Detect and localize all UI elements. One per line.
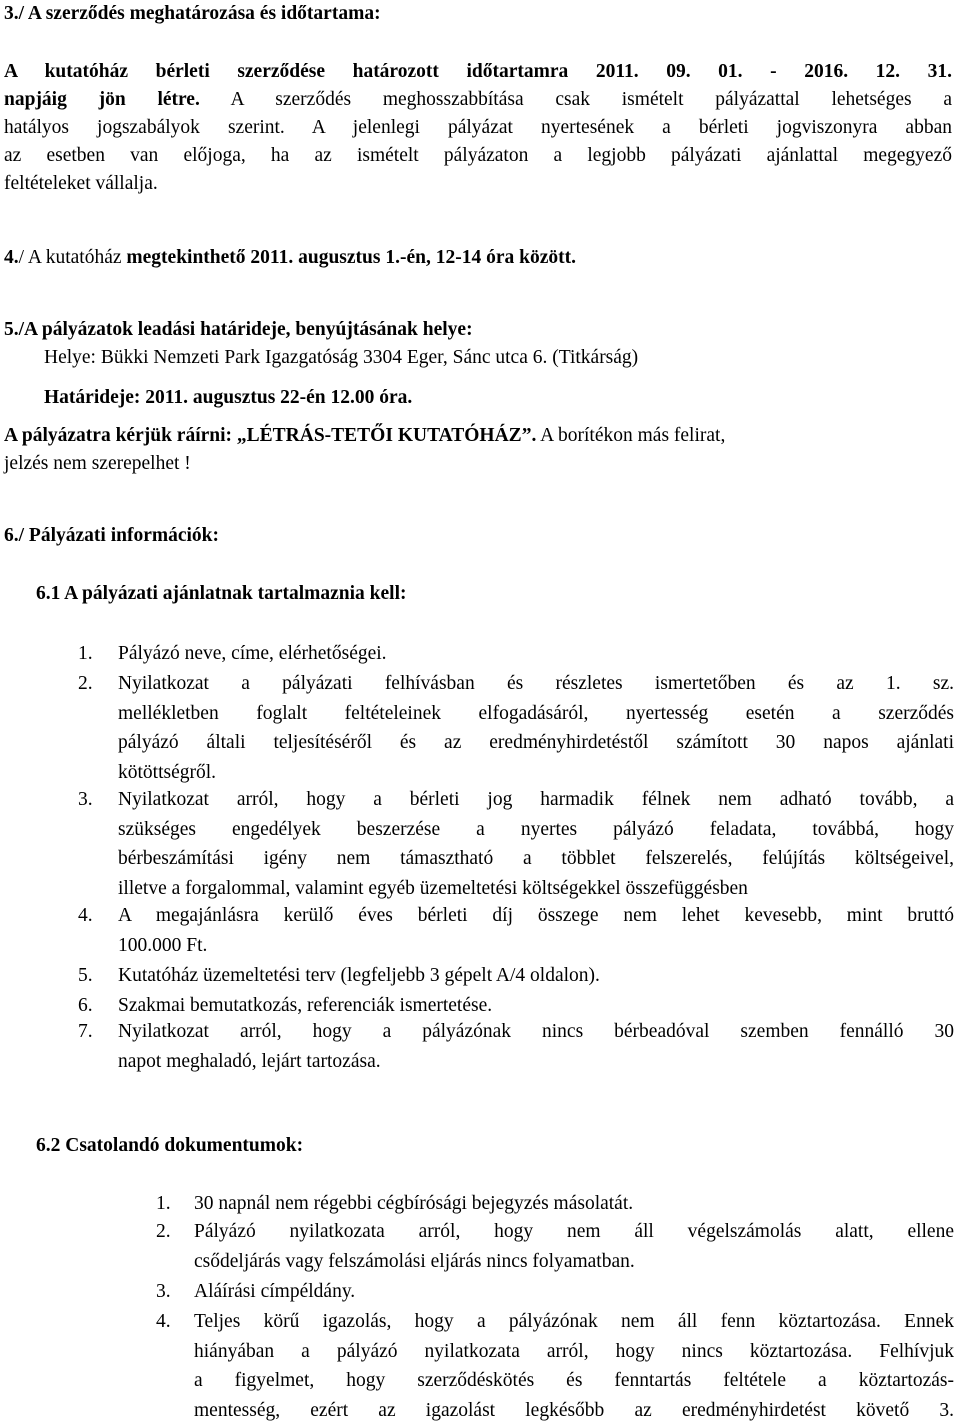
required-contents-item-text: napot meghaladó, lejárt tartozása.	[118, 1050, 381, 1072]
section-5-heading: 5./A pályázatok leadási határideje, benyújtásának helye:	[4, 319, 473, 340]
submission-place: Helye: Bükki Nemzeti Park Igazgatóság 3304 Eger, Sánc utca 6. (Titkárság)	[44, 347, 639, 368]
attachments-item-text: Teljes körű igazolás, hogy a pályázónak nem áll fenn köztartozása. Ennek	[194, 1311, 954, 1332]
submission-deadline: Határideje: 2011. augusztus 22-én 12.00 óra.	[44, 387, 413, 408]
required-contents-item-number: 2.	[78, 673, 93, 694]
s3-paragraph-line-4: az esetben van előjoga, ha az ismételt pályázaton a legjobb pályázati ajánlattal megegyező	[4, 145, 952, 166]
attachments-item-text: Pályázó nyilatkozata arról, hogy nem áll végelszámolás alatt, ellene	[194, 1221, 954, 1242]
required-contents-item-text: illetve a forgalommal, valamint egyéb üzemeltetési költségekkel összefüggésben	[118, 877, 748, 899]
required-contents-item-text: Szakmai bemutatkozás, referenciák ismertetése.	[118, 995, 493, 1016]
required-contents-item-text: 100.000 Ft.	[118, 934, 208, 956]
required-contents-item-text: pályázó általi teljesítéséről és az eredményhirdetéstől számított 30 napos ajánlati	[118, 732, 954, 753]
attachments-item-text: a figyelmet, hogy szerződéskötés és fenntartás feltétele a köztartozás-	[194, 1370, 954, 1391]
required-contents-item-text: Pályázó neve, címe, elérhetőségei.	[118, 643, 387, 664]
required-contents-item-number: 3.	[78, 789, 93, 810]
required-contents-item-number: 7.	[78, 1021, 93, 1042]
required-contents-item-text: kötöttségről.	[118, 761, 217, 783]
section-6-1-heading: 6.1 A pályázati ajánlatnak tartalmaznia kell:	[36, 583, 407, 604]
required-contents-item-text: Nyilatkozat arról, hogy a bérleti jog harmadik félnek nem adható tovább, a	[118, 789, 954, 810]
s3-paragraph-line-2: napjáig jön létre. A szerződés meghosszabbítása csak ismételt pályázattal lehetséges a	[4, 89, 952, 110]
required-contents-item-number: 6.	[78, 995, 93, 1016]
attachments-item-text: 30 napnál nem régebbi cégbírósági bejegyzés másolatát.	[194, 1193, 634, 1214]
section-6-2-heading: 6.2 Csatolandó dokumentumok:	[36, 1135, 304, 1156]
required-contents-item-text: szükséges engedélyek beszerzése a nyertes pályázó feladata, továbbá, hogy	[118, 818, 954, 840]
attachments-item-number: 2.	[156, 1221, 171, 1242]
attachments-item-number: 3.	[156, 1281, 171, 1302]
attachments-item-text: csődeljárás vagy felszámolási eljárás nincs folyamatban.	[194, 1250, 635, 1272]
required-contents-item-text: A megajánlásra kerülő éves bérleti díj összege nem lehet kevesebb, mint bruttó	[118, 905, 954, 926]
s3-paragraph-line-3: hatályos jogszabályok szerint. A jelenlegi pályázat nyertesének a bérleti jogviszonyra abban	[4, 117, 952, 138]
attachments-item-text: hiányában a pályázó nyilatkozata arról, hogy nincs köztartozása. Felhívjuk	[194, 1340, 954, 1362]
s3-paragraph-line-1: A kutatóház bérleti szerződése határozott időtartamra 2011. 09. 01. - 2016. 12. 31.	[4, 61, 952, 82]
s3-paragraph-line-5: feltételeket vállalja.	[4, 173, 158, 194]
required-contents-item-text: Nyilatkozat a pályázati felhívásban és részletes ismertetőben és az 1. sz.	[118, 673, 954, 694]
required-contents-item-number: 4.	[78, 905, 93, 926]
attachments-item-number: 1.	[156, 1193, 171, 1214]
envelope-instruction-line-2: jelzés nem szerepelhet !	[4, 453, 191, 474]
required-contents-item-text: Nyilatkozat arról, hogy a pályázónak nincs bérbeadóval szemben fennálló 30	[118, 1021, 954, 1042]
required-contents-item-text: Kutatóház üzemeltetési terv (legfeljebb 3 gépelt A/4 oldalon).	[118, 965, 600, 986]
envelope-instruction: A pályázatra kérjük ráírni: „LÉTRÁS-TETŐI KUTATÓHÁZ”. A borítékon más felirat,	[4, 425, 726, 446]
attachments-item-text: mentesség, ezért az igazolást legkésőbb az eredményhirdetést követő 3.	[194, 1399, 954, 1421]
attachments-item-text: Aláírási címpéldány.	[194, 1281, 356, 1302]
required-contents-item-number: 5.	[78, 965, 93, 986]
required-contents-item-number: 1.	[78, 643, 93, 664]
section-3-heading: 3./ A szerződés meghatározása és időtartama:	[4, 3, 381, 24]
required-contents-item-text: mellékletben foglalt feltételeinek elfogadásáról, nyertesség esetén a szerződés	[118, 702, 954, 724]
required-contents-item-text: bérbeszámítási igény nem támasztható a többlet felszerelés, felújítás költségeivel,	[118, 848, 954, 869]
section-6-heading: 6./ Pályázati információk:	[4, 525, 220, 546]
attachments-item-number: 4.	[156, 1311, 171, 1332]
section-4-line: 4./ A kutatóház megtekinthető 2011. augusztus 1.-én, 12-14 óra között.	[4, 247, 576, 268]
